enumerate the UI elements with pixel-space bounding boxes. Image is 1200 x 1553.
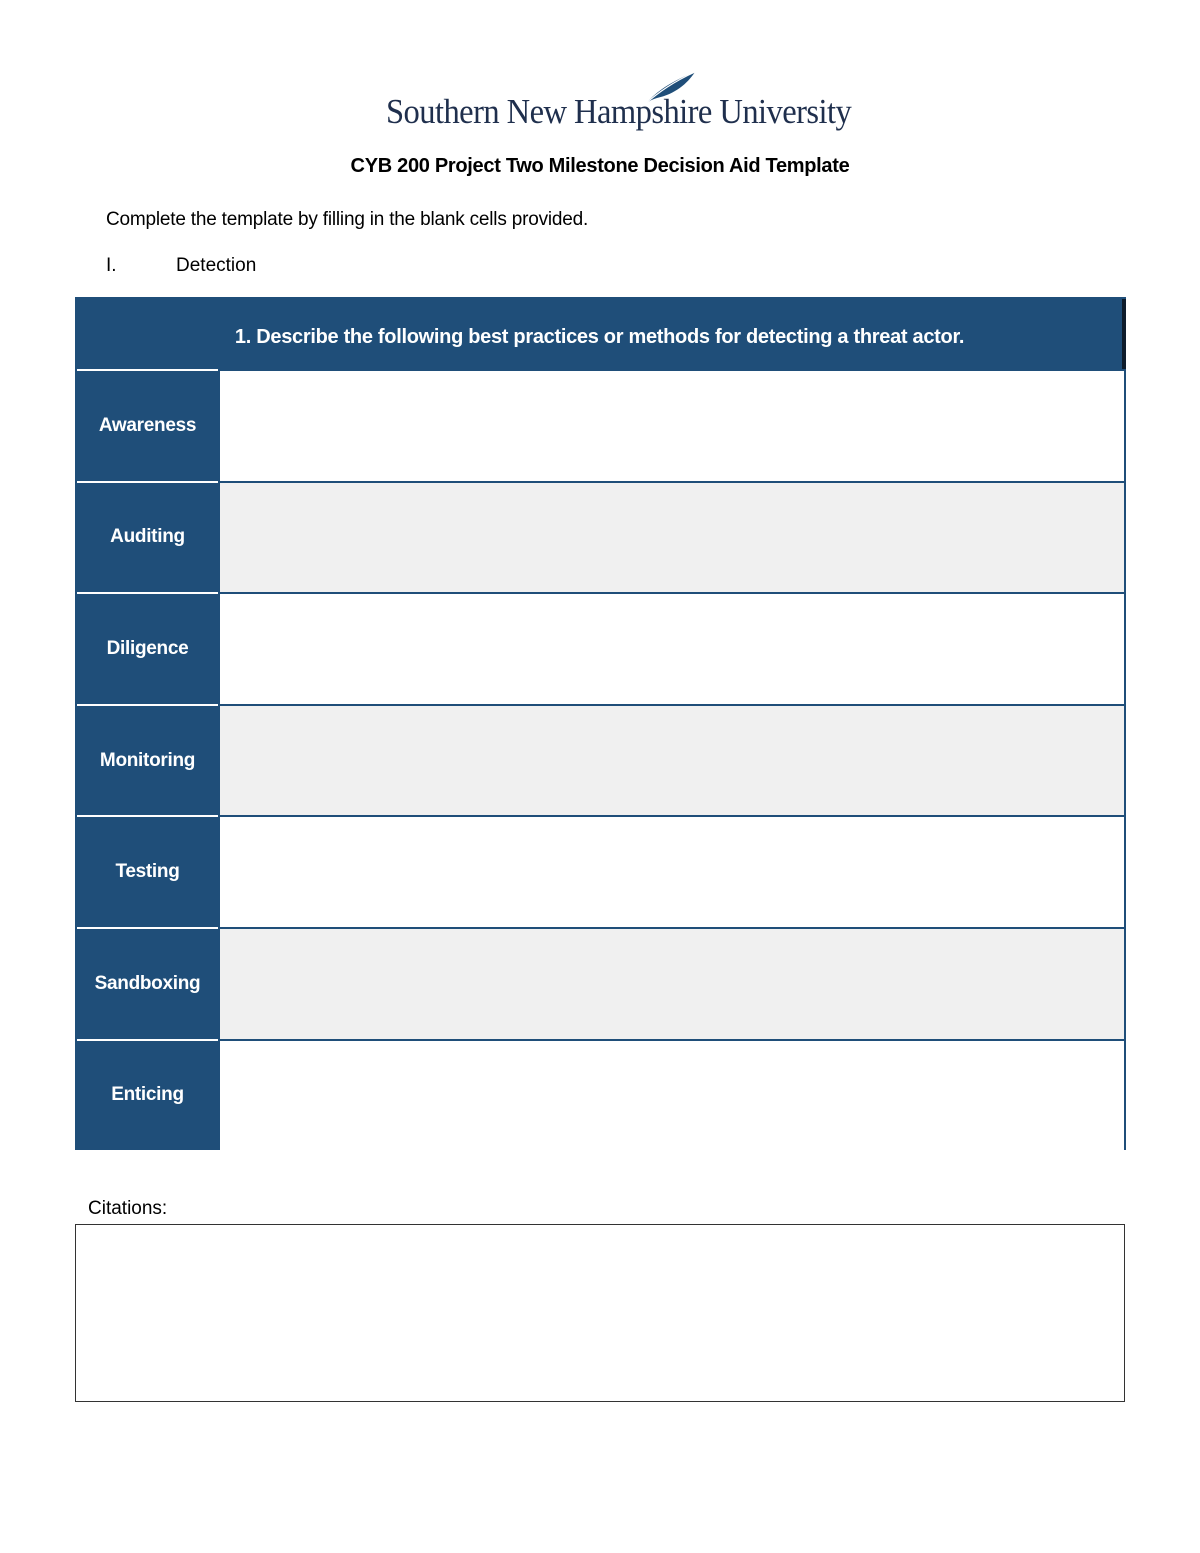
table-row [77, 927, 1124, 1039]
document-title: CYB 200 Project Two Milestone Decision Aid Template [350, 155, 850, 177]
testing-answer-cell[interactable] [220, 815, 1124, 927]
table-header: 1. Describe the following best practices or methods for detecting a threat actor. [77, 299, 1126, 369]
table-row [77, 704, 1124, 816]
section-number: I. [106, 255, 117, 276]
table-row [77, 369, 1124, 481]
section-heading [106, 255, 256, 277]
citations-label: Citations: [88, 1198, 168, 1219]
leaf-icon [641, 70, 697, 106]
citations-box[interactable] [75, 1224, 1125, 1402]
row-label-diligence: Diligence [77, 592, 218, 704]
row-label-monitoring: Monitoring [77, 704, 218, 816]
university-logo-text: Southern New Hampshire University [386, 92, 852, 131]
diligence-answer-cell[interactable] [220, 592, 1124, 704]
row-label-enticing: Enticing [77, 1039, 218, 1151]
sandboxing-answer-cell[interactable] [220, 927, 1124, 1039]
auditing-answer-cell[interactable] [220, 481, 1124, 593]
section-title: Detection [176, 255, 257, 276]
table-row [77, 592, 1124, 704]
table-row [77, 1039, 1124, 1151]
row-label-awareness: Awareness [77, 369, 218, 481]
row-label-testing: Testing [77, 815, 218, 927]
university-logo [386, 70, 852, 140]
table-row [77, 815, 1124, 927]
awareness-answer-cell[interactable] [220, 369, 1124, 481]
table-row [77, 481, 1124, 593]
enticing-answer-cell[interactable] [220, 1039, 1124, 1151]
monitoring-answer-cell[interactable] [220, 704, 1124, 816]
detection-table [75, 297, 1126, 1150]
row-label-sandboxing: Sandboxing [77, 927, 218, 1039]
instructions-text: Complete the template by filling in the blank cells provided. [106, 209, 589, 230]
row-label-auditing: Auditing [77, 481, 218, 593]
